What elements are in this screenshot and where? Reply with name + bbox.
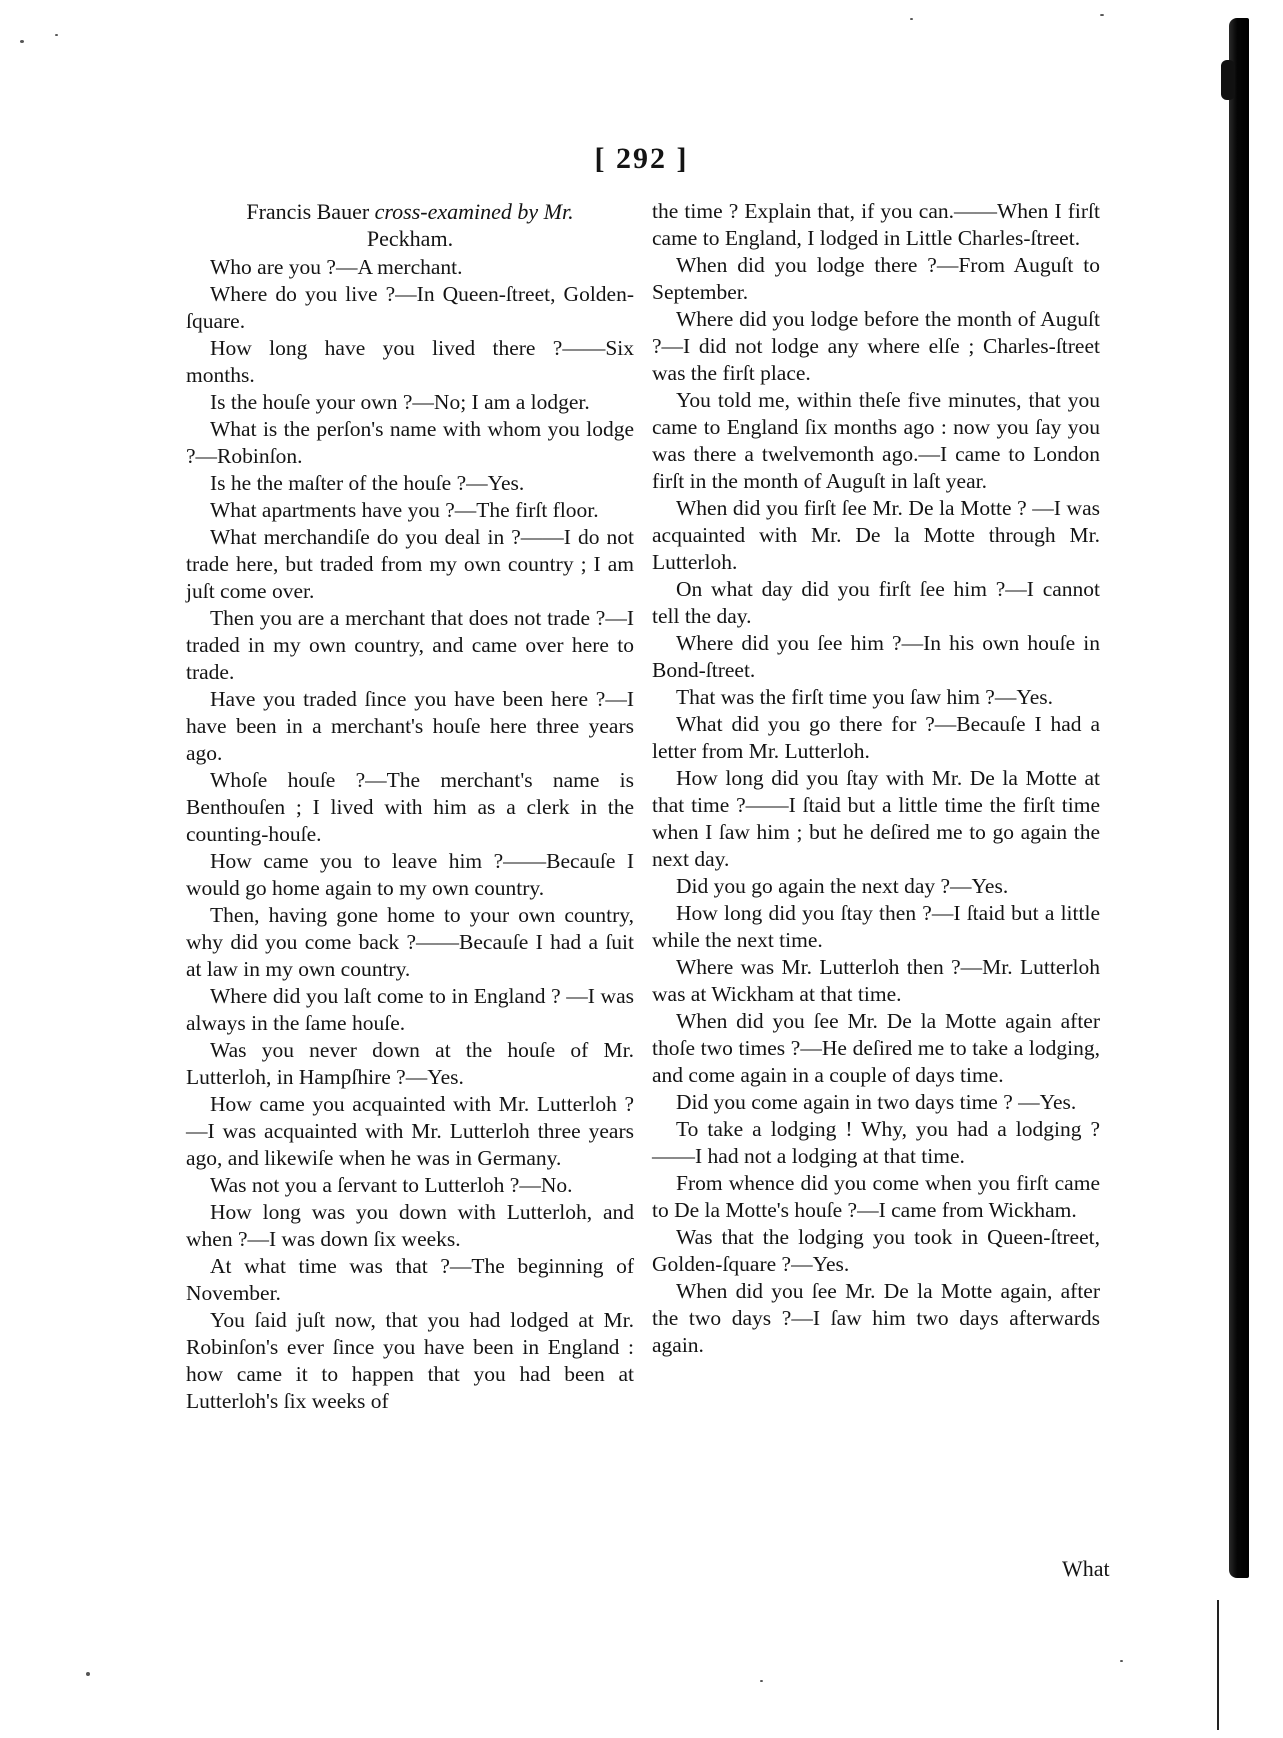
- testimony-paragraph: Where do you live ?—In Queen-ſtreet, Golden-ſquare.: [186, 282, 634, 333]
- testimony-paragraph: What did you go there for ?—Becauſe I had a letter from Mr. Lutterloh.: [652, 712, 1100, 763]
- cross-examined-label: cross-examined by Mr.: [374, 199, 574, 224]
- testimony-paragraph: What merchandiſe do you deal in ?——I do not trade here, but traded from my own country ; I am juſt come over.: [186, 525, 634, 603]
- testimony-paragraph: Have you traded ſince you have been here ?—I have been in a merchant's houſe here three years ago.: [186, 687, 634, 765]
- testimony-paragraph: When did you lodge there ?—From Auguſt to September.: [652, 253, 1100, 304]
- page-number: [ 292 ]: [594, 142, 689, 175]
- testimony-paragraph: Who are you ?—A merchant.: [210, 255, 463, 279]
- scan-speck: [1100, 14, 1104, 16]
- testimony-paragraph: How long was you down with Lutterloh, and when ?—I was down ſix weeks.: [186, 1200, 634, 1251]
- scan-speck: [760, 1680, 763, 1682]
- section-heading: [186, 198, 634, 252]
- scan-speck: [55, 34, 58, 36]
- testimony-paragraph: Is the houſe your own ?—No; I am a lodger.: [210, 390, 590, 414]
- testimony-paragraph: Was that the lodging you took in Queen-ſtreet, Golden-ſquare ?—Yes.: [652, 1225, 1100, 1276]
- testimony-paragraph: Where was Mr. Lutterloh then ?—Mr. Lutterloh was at Wickham at that time.: [652, 955, 1100, 1006]
- testimony-paragraph: Where did you ſee him ?—In his own houſe in Bond-ſtreet.: [652, 631, 1100, 682]
- testimony-paragraph: From whence did you come when you firſt came to De la Motte's houſe ?—I came from Wickham.: [652, 1171, 1100, 1222]
- testimony-paragraph: Then, having gone home to your own country, why did you come back ?——Becauſe I had a ſuit at law in my own country.: [186, 903, 634, 981]
- testimony-paragraph: You told me, within theſe five minutes, that you came to England ſix months ago : now you ſay you was there a twelvemonth ago.—I came to London firſt in the month of Auguſt in laſt year.: [652, 388, 1100, 493]
- scanned-page-edge: [1229, 18, 1249, 1578]
- testimony-paragraph: You ſaid juſt now, that you had lodged at Mr. Robinſon's ever ſince you have been in England : how came it to happen that you had been at Lutterloh's ſix weeks of: [186, 1308, 634, 1413]
- testimony-paragraph: Where did you laſt come to in England ? —I was always in the ſame houſe.: [186, 984, 634, 1035]
- catchword: What: [1062, 1556, 1110, 1581]
- scanned-page-edge-notch: [1221, 60, 1235, 100]
- testimony-paragraph: Where did you lodge before the month of Auguſt ?—I did not lodge any where elſe ; Charles-ſtreet was the firſt place.: [652, 307, 1100, 385]
- testimony-paragraph: When did you ſee Mr. De la Motte again, after the two days ?—I ſaw him two days afterwards again.: [652, 1279, 1100, 1357]
- left-column: [186, 198, 634, 1415]
- testimony-paragraph: How long did you ſtay then ?—I ſtaid but a little while the next time.: [652, 901, 1100, 952]
- testimony-paragraph: How came you to leave him ?——Becauſe I would go home again to my own country.: [186, 849, 634, 900]
- testimony-paragraph: When did you firſt ſee Mr. De la Motte ? —I was acquainted with Mr. De la Motte through Mr. Lutterloh.: [652, 496, 1100, 574]
- testimony-paragraph: At what time was that ?—The beginning of November.: [186, 1254, 634, 1305]
- scan-speck: [20, 40, 24, 43]
- continued-paragraph: the time ? Explain that, if you can.——When I firſt came to England, I lodged in Little Charles-ſtreet.: [652, 199, 1100, 250]
- testimony-paragraph: How came you acquainted with Mr. Lutterloh ?—I was acquainted with Mr. Lutterloh three years ago, and likewiſe when he was in Germany.: [186, 1092, 634, 1170]
- right-column: [652, 198, 1100, 1359]
- testimony-paragraph: That was the firſt time you ſaw him ?—Yes.: [676, 685, 1053, 709]
- testimony-paragraph: What apartments have you ?—The firſt floor.: [210, 498, 599, 522]
- testimony-paragraph: Is he the maſter of the houſe ?—Yes.: [210, 471, 525, 495]
- witness-name: Francis Bauer: [246, 199, 370, 224]
- testimony-paragraph: Did you go again the next day ?—Yes.: [676, 874, 1009, 898]
- testimony-paragraph: How long did you ſtay with Mr. De la Motte at that time ?——I ſtaid but a little time the firſt time when I ſaw him ; but he deſired me to go again the next day.: [652, 766, 1100, 871]
- scan-margin-line: [1217, 1600, 1219, 1730]
- scan-speck: [86, 1672, 90, 1676]
- testimony-paragraph: Was not you a ſervant to Lutterloh ?—No.: [210, 1173, 573, 1197]
- testimony-paragraph: When did you ſee Mr. De la Motte again after thoſe two times ?—He deſired me to take a lodging, and come again in a couple of days time.: [652, 1009, 1100, 1087]
- testimony-paragraph: To take a lodging ! Why, you had a lodging ?——I had not a lodging at that time.: [652, 1117, 1100, 1168]
- testimony-paragraph: How long have you lived there ?——Six months.: [186, 336, 634, 387]
- testimony-paragraph: Did you come again in two days time ? —Yes.: [676, 1090, 1077, 1114]
- scan-speck: [1120, 1660, 1123, 1662]
- counsel-name: Peckham.: [366, 226, 454, 251]
- testimony-paragraph: Was you never down at the houſe of Mr. Lutterloh, in Hampſhire ?—Yes.: [186, 1038, 634, 1089]
- testimony-paragraph: On what day did you firſt ſee him ?—I cannot tell the day.: [652, 577, 1100, 628]
- scan-speck: [910, 18, 913, 20]
- testimony-paragraph: Whoſe houſe ?—The merchant's name is Benthouſen ; I lived with him as a clerk in the counting-houſe.: [186, 768, 634, 846]
- testimony-paragraph: Then you are a merchant that does not trade ?—I traded in my own country, and came over here to trade.: [186, 606, 634, 684]
- testimony-paragraph: What is the perſon's name with whom you lodge ?—Robinſon.: [186, 417, 634, 468]
